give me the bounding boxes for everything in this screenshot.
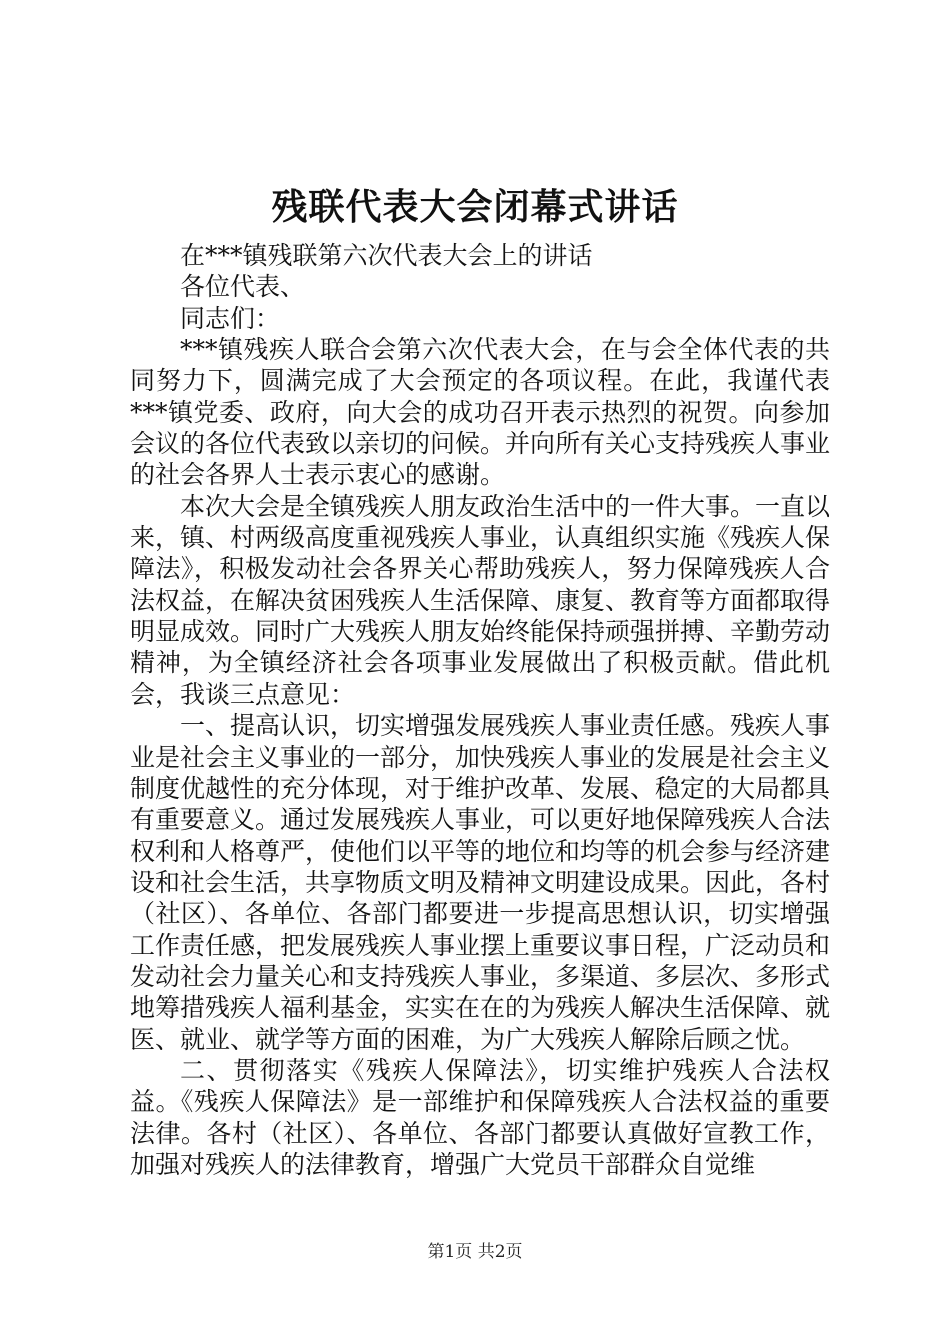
body-paragraph: 本次大会是全镇残疾人朋友政治生活中的一件大事。一直以来，镇、村两级高度重视残疾人事业，认真组织实施《残疾人保障法》，积极发动社会各界关心帮助残疾人，努力保障残疾人合法权益，在解决贫困残疾人生活保障、康复、教育等方面都取得明显成效。同时广大残疾人朋友始终能保持顽强拼搏、辛勤劳动精神，为全镇经济社会各项事业发展做出了积极贡献。借此机会，我谈三点意见： bbox=[130, 491, 831, 709]
page-footer: 第1页 共2页 bbox=[427, 1242, 523, 1262]
body-paragraph: 二、贯彻落实《残疾人保障法》，切实维护残疾人合法权益。《残疾人保障法》是一部维护和保障残疾人合法权益的重要法律。各村（社区）、各单位、各部门都要认真做好宣教工作，加强对残疾人的法律教育，增强广大党员干部群众自觉维 bbox=[130, 1055, 830, 1179]
body-paragraph: 一、提高认识，切实增强发展残疾人事业责任感。残疾人事业是社会主义事业的一部分，加快残疾人事业的发展是社会主义制度优越性的充分体现，对于维护改革、发展、稳定的大局都具有重要意义。通过发展残疾人事业，可以更好地保障残疾人合法权利和人格尊严，使他们以平等的地位和均等的机会参与经济建设和社会生活，共享物质文明及精神文明建设成果。因此，各村（社区）、各单位、各部门都要进一步提高思想认识，切实增强工作责任感，把发展残疾人事业摆上重要议事日程，广泛动员和发动社会力量关心和支持残疾人事业，多渠道、多层次、多形式地筹措残疾人福利基金，实实在在的为残疾人解决生活保障、就医、就业、就学等方面的困难，为广大残疾人解除后顾之忧。 bbox=[130, 711, 831, 1054]
body-paragraph: ***镇残疾人联合会第六次代表大会，在与会全体代表的共同努力下，圆满完成了大会预定的各项议程。在此，我谨代表***镇党委、政府，向大会的成功召开表示热烈的祝贺。向参加会议的各位代表致以亲切的问候。并向所有关心支持残疾人事业的社会各界人士表示衷心的感谢。 bbox=[130, 335, 831, 490]
salutation-line: 同志们： bbox=[180, 303, 281, 333]
speech-subtitle: 在***镇残联第六次代表大会上的讲话 bbox=[180, 241, 593, 270]
document-body bbox=[130, 240, 830, 1180]
salutation-line: 各位代表、 bbox=[180, 272, 306, 302]
document-title: 残联代表大会闭幕式讲话 bbox=[271, 186, 679, 228]
